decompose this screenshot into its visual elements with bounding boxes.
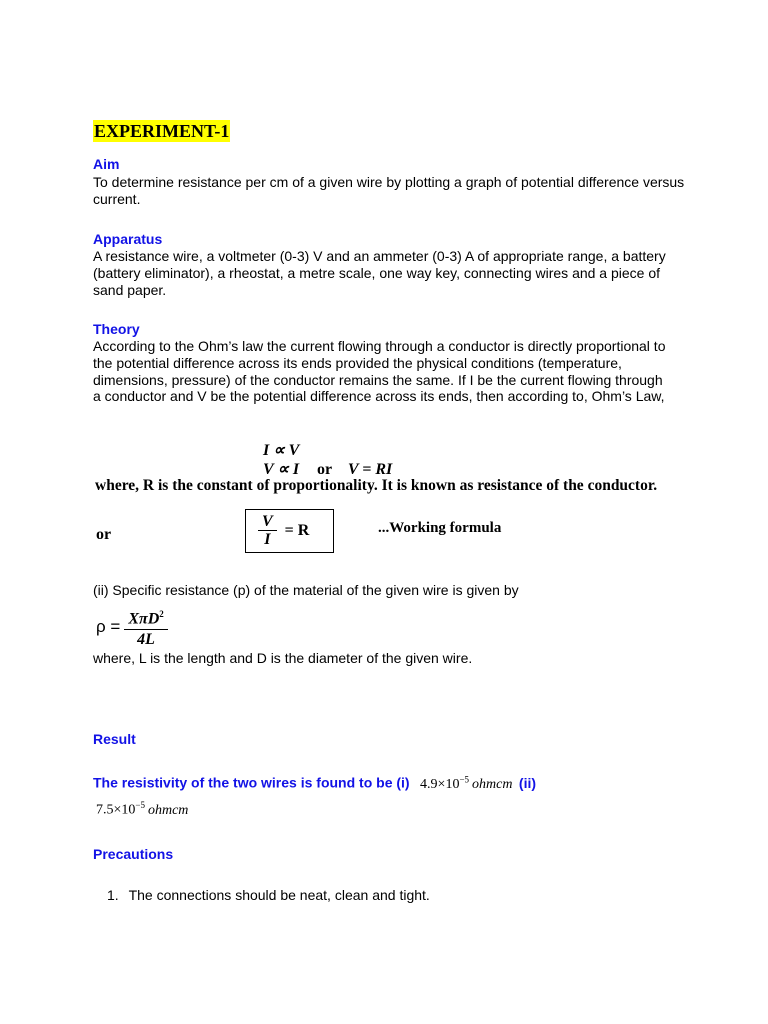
where-l-d-text: where, L is the length and D is the diameter of the given wire. xyxy=(93,650,473,666)
list-item: 1. The connections should be neat, clean and tight. xyxy=(107,887,430,903)
aim-text: To determine resistance per cm of a given wire by plotting a graph of potential difference versus current. xyxy=(93,174,685,207)
where-r-text: where, R is the constant of proportionality. It is known as resistance of the conductor. xyxy=(95,477,658,494)
theory-text: According to the Ohm’s law the current flowing through a conductor is directly proportional to the potential difference across its ends provided the physical conditions (temperature, dimensions, pressure) of the conductor remains the same. If I be the current flowing through a conductor and V be the potential difference across its ends, then according to, Ohm’s Law, xyxy=(93,338,666,405)
precautions-heading: Precautions xyxy=(93,846,174,862)
equation-ohms-law: V ∝ I or V = RI xyxy=(263,461,393,478)
result-value-2: $7.5\times 10^{-5}$ ohmcm xyxy=(96,800,189,818)
working-formula-box: $\frac{V}{I}$ = R xyxy=(245,509,334,553)
aim-heading: Aim xyxy=(93,156,120,172)
theory-heading: Theory xyxy=(93,321,140,337)
equation-proportional: I ∝ V xyxy=(263,442,300,459)
result-value-1: $4.9\times 10^{-5}$ ohmcm xyxy=(420,774,513,792)
apparatus-heading: Apparatus xyxy=(93,231,163,247)
or-label: or xyxy=(96,526,112,543)
apparatus-text: A resistance wire, a voltmeter (0-3) V and an ammeter (0-3) A of appropriate range, a battery (battery eliminator), a rheostat, a metre scale, one way key, connecting wires and a piece of sand paper. xyxy=(93,248,666,298)
page-title: EXPERIMENT-1 xyxy=(94,121,230,141)
working-formula-label: ...Working formula xyxy=(378,520,502,536)
resistivity-formula: ρ = $\frac{X\pi D^2}{4L}$ xyxy=(96,604,168,650)
result-heading: Result xyxy=(93,731,136,747)
specific-resistance-text: (ii) Specific resistance (p) of the material of the given wire is given by xyxy=(93,582,519,598)
result-line: The resistivity of the two wires is found to be (i) $4.9\times 10^{-5}$ ohmcm (ii) xyxy=(93,774,537,792)
